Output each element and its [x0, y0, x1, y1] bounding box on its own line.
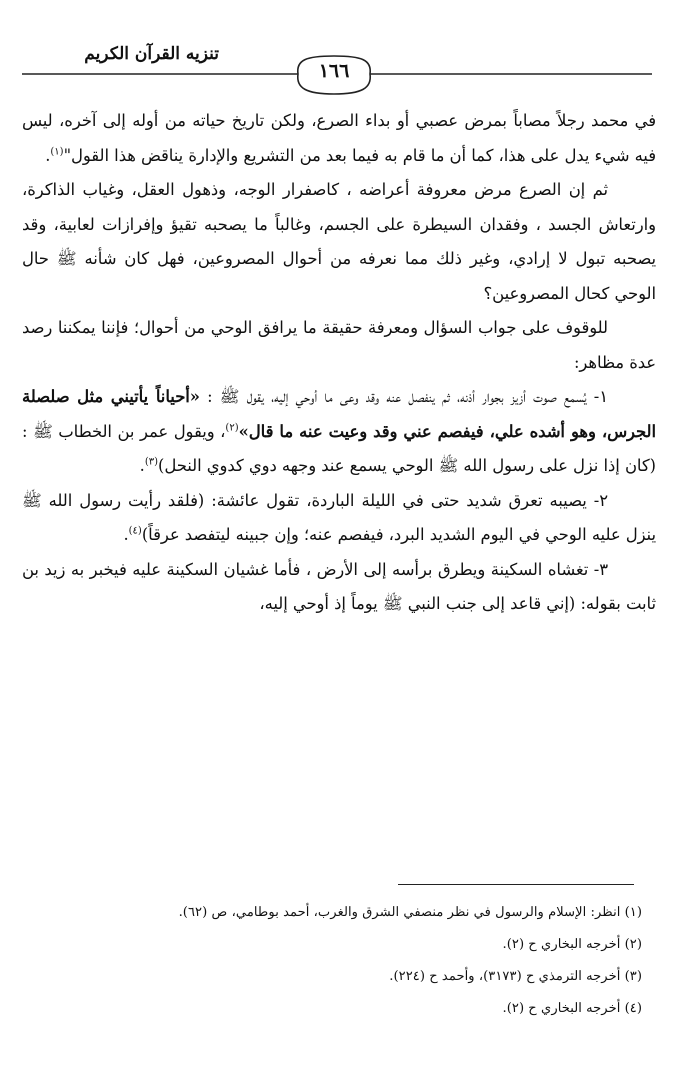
footnote-item: (٤) أخرجه البخاري ح (٢). — [502, 1001, 642, 1016]
text-segment: ٣- تغشاه السكينة ويطرق برأسه إلى الأرض ، فأما غشيان السكينة عليه فيخبر به زيد بن ثابت بقوله: (إني قاعد إلى جنب النبي ﷺ يوماً إذ أوحي إليه، — [22, 559, 656, 613]
page-number: ١٦٦ — [318, 60, 350, 82]
text-segment: ٢- يصيبه تعرق شديد حتى في الليلة الباردة، تقول عائشة: (فلقد رأيت رسول الله ﷺ ينزل عليه الوحي في اليوم الشديد البرد، فيفصم عنه؛ وإن جبينه ليتفصد عرقاً) — [22, 490, 656, 544]
paragraph — [22, 484, 656, 553]
page-header — [0, 0, 679, 96]
footnote-item: (٣) أخرجه الترمذي ح (٣١٧٣)، وأحمد ح (٢٢٤). — [389, 969, 642, 984]
text-segment: ، ويقول عمر بن الخطاب ﷺ : (كان إذا نزل على رسول الله ﷺ الوحي يسمع عند وجهه دوي كدوي النحل) — [22, 421, 656, 475]
paragraph — [22, 553, 656, 622]
text-segment: ثم إن الصرع مرض معروفة أعراضه ، كاصفرار الوجه، وذهول العقل، وغياب الذاكرة، وارتعاش الجسد ، وفقدان السيطرة على الجسم، وغالباً ما يصحبه تقيؤ وإفرازات لعابية، وقد يصحبه تبول لا إرادي، وغير ذلك مما نعرفه من أحوال المصروعين، فهل كان شأنه ﷺ حال الوحي كحال المصروعين؟ — [22, 180, 656, 303]
paragraph — [22, 104, 656, 173]
text-segment: في محمد رجلاً مصاباً بمرض عصبي أو بداء الصرع، ولكن تاريخ حياته من أوله إلى آخره، ليس فيه شيء يدل على هذا، كما أن ما قام به فيما بعد من التشريع والإدارة يناقض هذا القول" — [22, 111, 656, 165]
paragraph — [22, 311, 656, 380]
text-segment: ١- يُسمع صوت أزيز بجوار أذنه، ثم ينفصل عنه وقد وعى ما أوحي إليه، يقول ﷺ : — [199, 387, 608, 406]
main-text — [22, 104, 656, 622]
footnotes — [60, 897, 642, 1025]
footnote-divider — [398, 884, 634, 885]
footnote-ref: (١) — [50, 146, 64, 158]
text-segment: للوقوف على جواب السؤال ومعرفة حقيقة ما يرافق الوحي من أحوال؛ فإننا يمكننا رصد عدة مظاهر: — [22, 318, 656, 372]
book-title: تنزيه القرآن الكريم — [84, 44, 219, 64]
text-segment: . — [139, 456, 145, 475]
footnote-ref: (٣) — [144, 456, 159, 468]
paragraph — [22, 173, 656, 311]
hadith-quote: «أحياناً يأتيني مثل صلصلة الجرس، وهو أشده علي، فيفصم عني وقد وعيت عنه ما قال» — [22, 387, 656, 441]
text-segment: . — [45, 145, 51, 165]
footnote-ref: (٤) — [128, 525, 142, 537]
footnote-item: (٢) أخرجه البخاري ح (٢). — [502, 937, 642, 952]
text-segment: . — [123, 525, 129, 544]
footnote-ref: (٢) — [225, 422, 239, 434]
paragraph — [22, 380, 656, 484]
footnote-item: (١) انظر: الإسلام والرسول في نظر منصفي الشرق والغرب، أحمد بوطامي، ص (٦٢). — [178, 905, 642, 920]
